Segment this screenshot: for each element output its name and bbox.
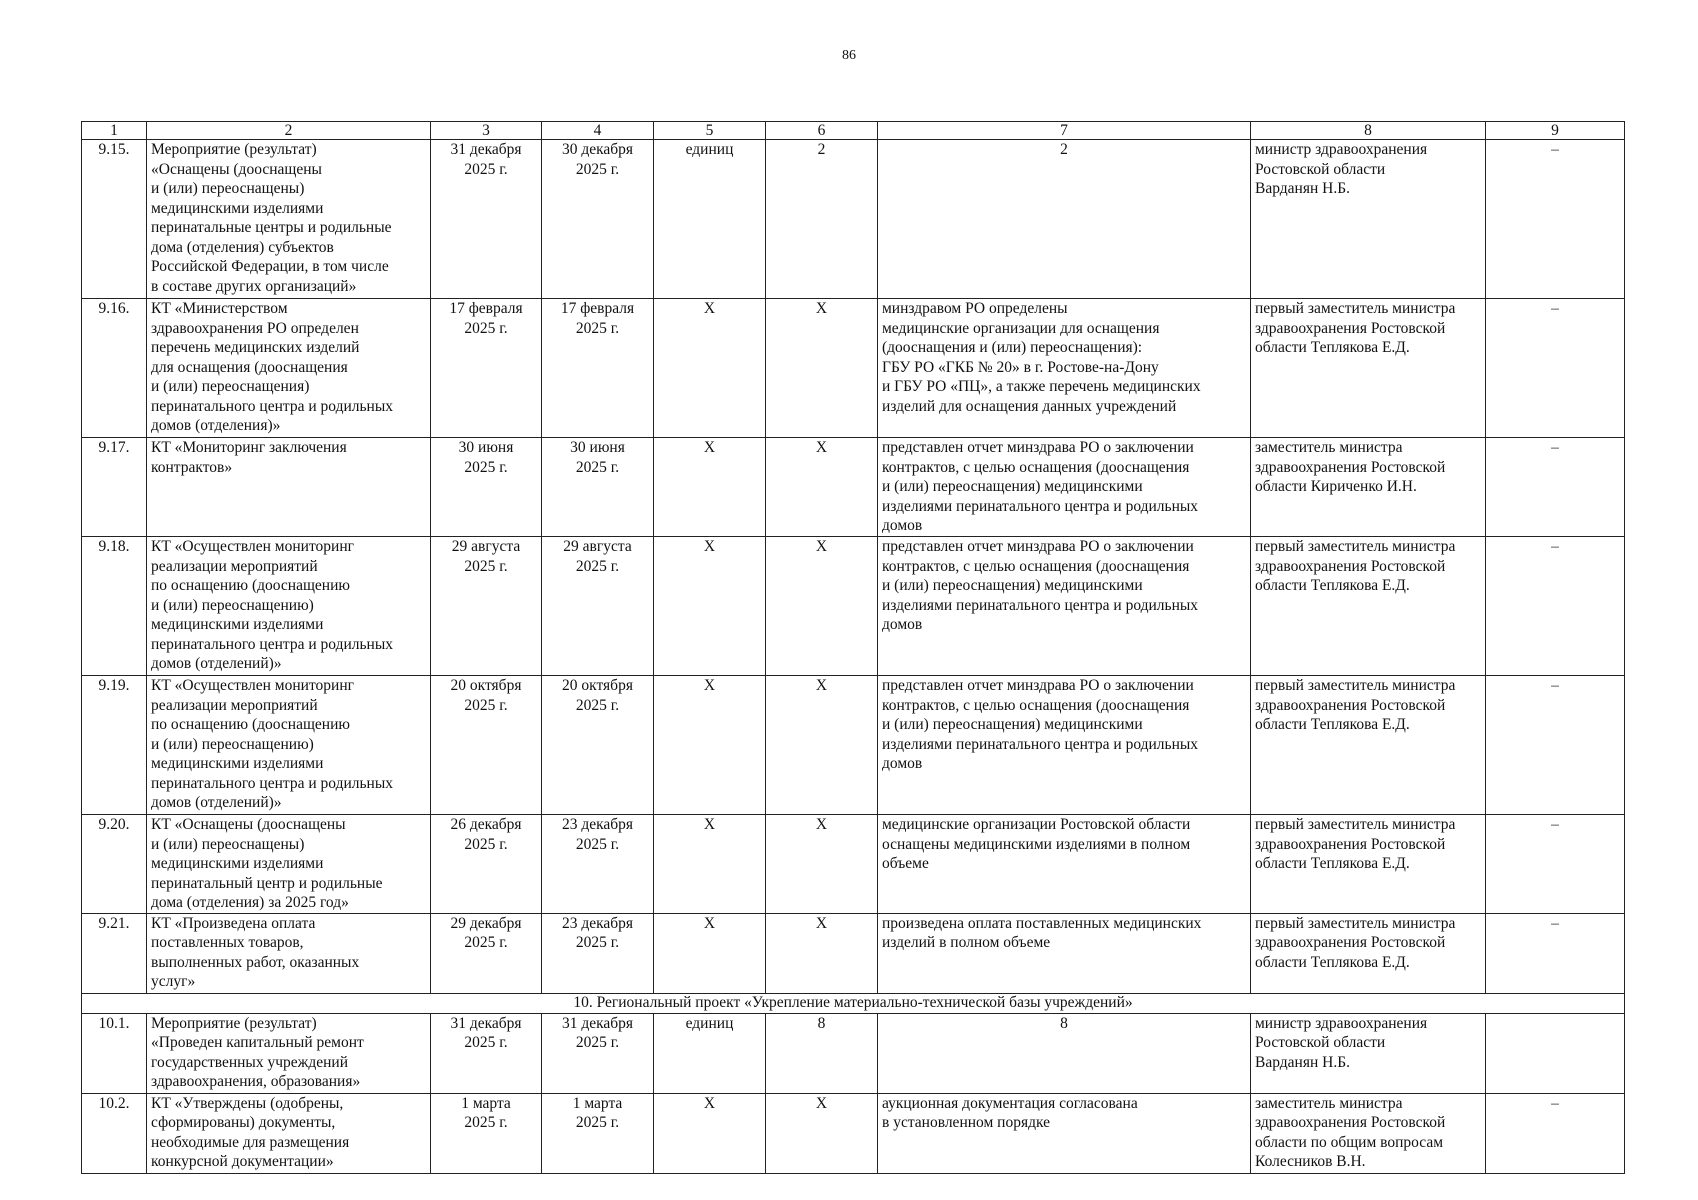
section-row — [82, 993, 1625, 1013]
row-number: 10.2. — [82, 1093, 147, 1173]
end-date: 29 августа 2025 г. — [542, 537, 654, 676]
value-col6: Х — [766, 913, 878, 993]
unit: единиц — [654, 140, 766, 299]
unit: Х — [654, 676, 766, 815]
start-date: 20 октября 2025 г. — [431, 676, 542, 815]
value-col6: 2 — [766, 140, 878, 299]
unit: Х — [654, 438, 766, 537]
table-row — [82, 913, 1625, 993]
column-number: 3 — [431, 122, 542, 140]
table-row — [82, 140, 1625, 299]
column-number: 2 — [147, 122, 431, 140]
table-row — [82, 537, 1625, 676]
value-col6: Х — [766, 537, 878, 676]
event-name: КТ «Оснащены (дооснащены и (или) переоснащены) медицинскими изделиями перинатальный центр и родильные дома (отделения) за 2025 год» — [147, 815, 431, 914]
end-date: 23 декабря 2025 г. — [542, 815, 654, 914]
value-col6: Х — [766, 815, 878, 914]
column-number: 6 — [766, 122, 878, 140]
result-description: 2 — [878, 140, 1251, 299]
start-date: 29 декабря 2025 г. — [431, 913, 542, 993]
start-date: 31 декабря 2025 г. — [431, 140, 542, 299]
col9-value: – — [1486, 676, 1625, 815]
event-name: КТ «Осуществлен мониторинг реализации мероприятий по оснащению (дооснащению и (или) переоснащению) медицинскими изделиями перинатального центра и родильных домов (отделений)» — [147, 537, 431, 676]
value-col6: Х — [766, 676, 878, 815]
col9-value: – — [1486, 438, 1625, 537]
unit: единиц — [654, 1013, 766, 1093]
responsible-person: первый заместитель министра здравоохранения Ростовской области Теплякова Е.Д. — [1251, 676, 1486, 815]
result-description: представлен отчет минздрава РО о заключении контрактов, с целью оснащения (дооснащения и (или) переоснащения) медицинскими изделиями перинатального центра и родильных домов — [878, 438, 1251, 537]
row-number: 10.1. — [82, 1013, 147, 1093]
row-number: 9.19. — [82, 676, 147, 815]
responsible-person: заместитель министра здравоохранения Ростовской области Кириченко И.Н. — [1251, 438, 1486, 537]
result-description: медицинские организации Ростовской области оснащены медицинскими изделиями в полном объеме — [878, 815, 1251, 914]
table-row — [82, 1013, 1625, 1093]
column-number-row — [82, 122, 1625, 140]
start-date: 30 июня 2025 г. — [431, 438, 542, 537]
responsible-person: первый заместитель министра здравоохранения Ростовской области Теплякова Е.Д. — [1251, 815, 1486, 914]
end-date: 23 декабря 2025 г. — [542, 913, 654, 993]
col9-value: – — [1486, 815, 1625, 914]
column-number: 4 — [542, 122, 654, 140]
end-date: 30 декабря 2025 г. — [542, 140, 654, 299]
event-name: КТ «Произведена оплата поставленных товаров, выполненных работ, оказанных услуг» — [147, 913, 431, 993]
column-number: 8 — [1251, 122, 1486, 140]
start-date: 29 августа 2025 г. — [431, 537, 542, 676]
value-col6: Х — [766, 1093, 878, 1173]
column-number: 9 — [1486, 122, 1625, 140]
unit: Х — [654, 537, 766, 676]
row-number: 9.20. — [82, 815, 147, 914]
value-col6: Х — [766, 299, 878, 438]
column-number: 1 — [82, 122, 147, 140]
col9-value: – — [1486, 140, 1625, 299]
table-row — [82, 676, 1625, 815]
column-number: 5 — [654, 122, 766, 140]
unit: Х — [654, 815, 766, 914]
col9-value: – — [1486, 299, 1625, 438]
col9-value: – — [1486, 1093, 1625, 1173]
table-row — [82, 299, 1625, 438]
responsible-person: министр здравоохранения Ростовской области Варданян Н.Б. — [1251, 140, 1486, 299]
event-name: КТ «Осуществлен мониторинг реализации мероприятий по оснащению (дооснащению и (или) переоснащению) медицинскими изделиями перинатального центра и родильных домов (отделений)» — [147, 676, 431, 815]
table-row — [82, 815, 1625, 914]
responsible-person: первый заместитель министра здравоохранения Ростовской области Теплякова Е.Д. — [1251, 913, 1486, 993]
unit: Х — [654, 299, 766, 438]
result-description: аукционная документация согласована в установленном порядке — [878, 1093, 1251, 1173]
table-row — [82, 1093, 1625, 1173]
value-col6: Х — [766, 438, 878, 537]
events-table — [81, 121, 1625, 1174]
result-description: представлен отчет минздрава РО о заключении контрактов, с целью оснащения (дооснащения и (или) переоснащения) медицинскими изделиями перинатального центра и родильных домов — [878, 537, 1251, 676]
responsible-person: первый заместитель министра здравоохранения Ростовской области Теплякова Е.Д. — [1251, 299, 1486, 438]
row-number: 9.21. — [82, 913, 147, 993]
end-date: 1 марта 2025 г. — [542, 1093, 654, 1173]
end-date: 20 октября 2025 г. — [542, 676, 654, 815]
result-description: представлен отчет минздрава РО о заключении контрактов, с целью оснащения (дооснащения и (или) переоснащения) медицинскими изделиями перинатального центра и родильных домов — [878, 676, 1251, 815]
unit: Х — [654, 913, 766, 993]
col9-value: – — [1486, 537, 1625, 676]
event-name: КТ «Министерством здравоохранения РО определен перечень медицинских изделий для оснащения (дооснащения и (или) переоснащения) перинатального центра и родильных домов (отделения)» — [147, 299, 431, 438]
event-name: Мероприятие (результат) «Проведен капитальный ремонт государственных учреждений здравоохранения, образования» — [147, 1013, 431, 1093]
result-description: 8 — [878, 1013, 1251, 1093]
row-number: 9.18. — [82, 537, 147, 676]
start-date: 26 декабря 2025 г. — [431, 815, 542, 914]
event-name: Мероприятие (результат) «Оснащены (дооснащены и (или) переоснащены) медицинскими изделиями перинатальные центры и родильные дома (отделения) субъектов Российской Федерации, в том числе в составе других организаций» — [147, 140, 431, 299]
event-name: КТ «Утверждены (одобрены, сформированы) документы, необходимые для размещения конкурсной документации» — [147, 1093, 431, 1173]
end-date: 31 декабря 2025 г. — [542, 1013, 654, 1093]
result-description: минздравом РО определены медицинские организации для оснащения (дооснащения и (или) переоснащения): ГБУ РО «ГКБ № 20» в г. Ростове-на-Дону и ГБУ РО «ПЦ», а также перечень медицинских изделий для оснащения данных учреждений — [878, 299, 1251, 438]
unit: Х — [654, 1093, 766, 1173]
col9-value: – — [1486, 913, 1625, 993]
table-row — [82, 438, 1625, 537]
end-date: 30 июня 2025 г. — [542, 438, 654, 537]
row-number: 9.17. — [82, 438, 147, 537]
start-date: 31 декабря 2025 г. — [431, 1013, 542, 1093]
row-number: 9.16. — [82, 299, 147, 438]
responsible-person: заместитель министра здравоохранения Ростовской области по общим вопросам Колесников В.Н. — [1251, 1093, 1486, 1173]
column-number: 7 — [878, 122, 1251, 140]
section-title: 10. Региональный проект «Укрепление материально-технической базы учреждений» — [82, 993, 1625, 1013]
responsible-person: министр здравоохранения Ростовской области Варданян Н.Б. — [1251, 1013, 1486, 1093]
col9-value — [1486, 1013, 1625, 1093]
start-date: 17 февраля 2025 г. — [431, 299, 542, 438]
result-description: произведена оплата поставленных медицинских изделий в полном объеме — [878, 913, 1251, 993]
start-date: 1 марта 2025 г. — [431, 1093, 542, 1173]
value-col6: 8 — [766, 1013, 878, 1093]
row-number: 9.15. — [82, 140, 147, 299]
responsible-person: первый заместитель министра здравоохранения Ростовской области Теплякова Е.Д. — [1251, 537, 1486, 676]
event-name: КТ «Мониторинг заключения контрактов» — [147, 438, 431, 537]
end-date: 17 февраля 2025 г. — [542, 299, 654, 438]
page-number: 86 — [842, 48, 856, 63]
